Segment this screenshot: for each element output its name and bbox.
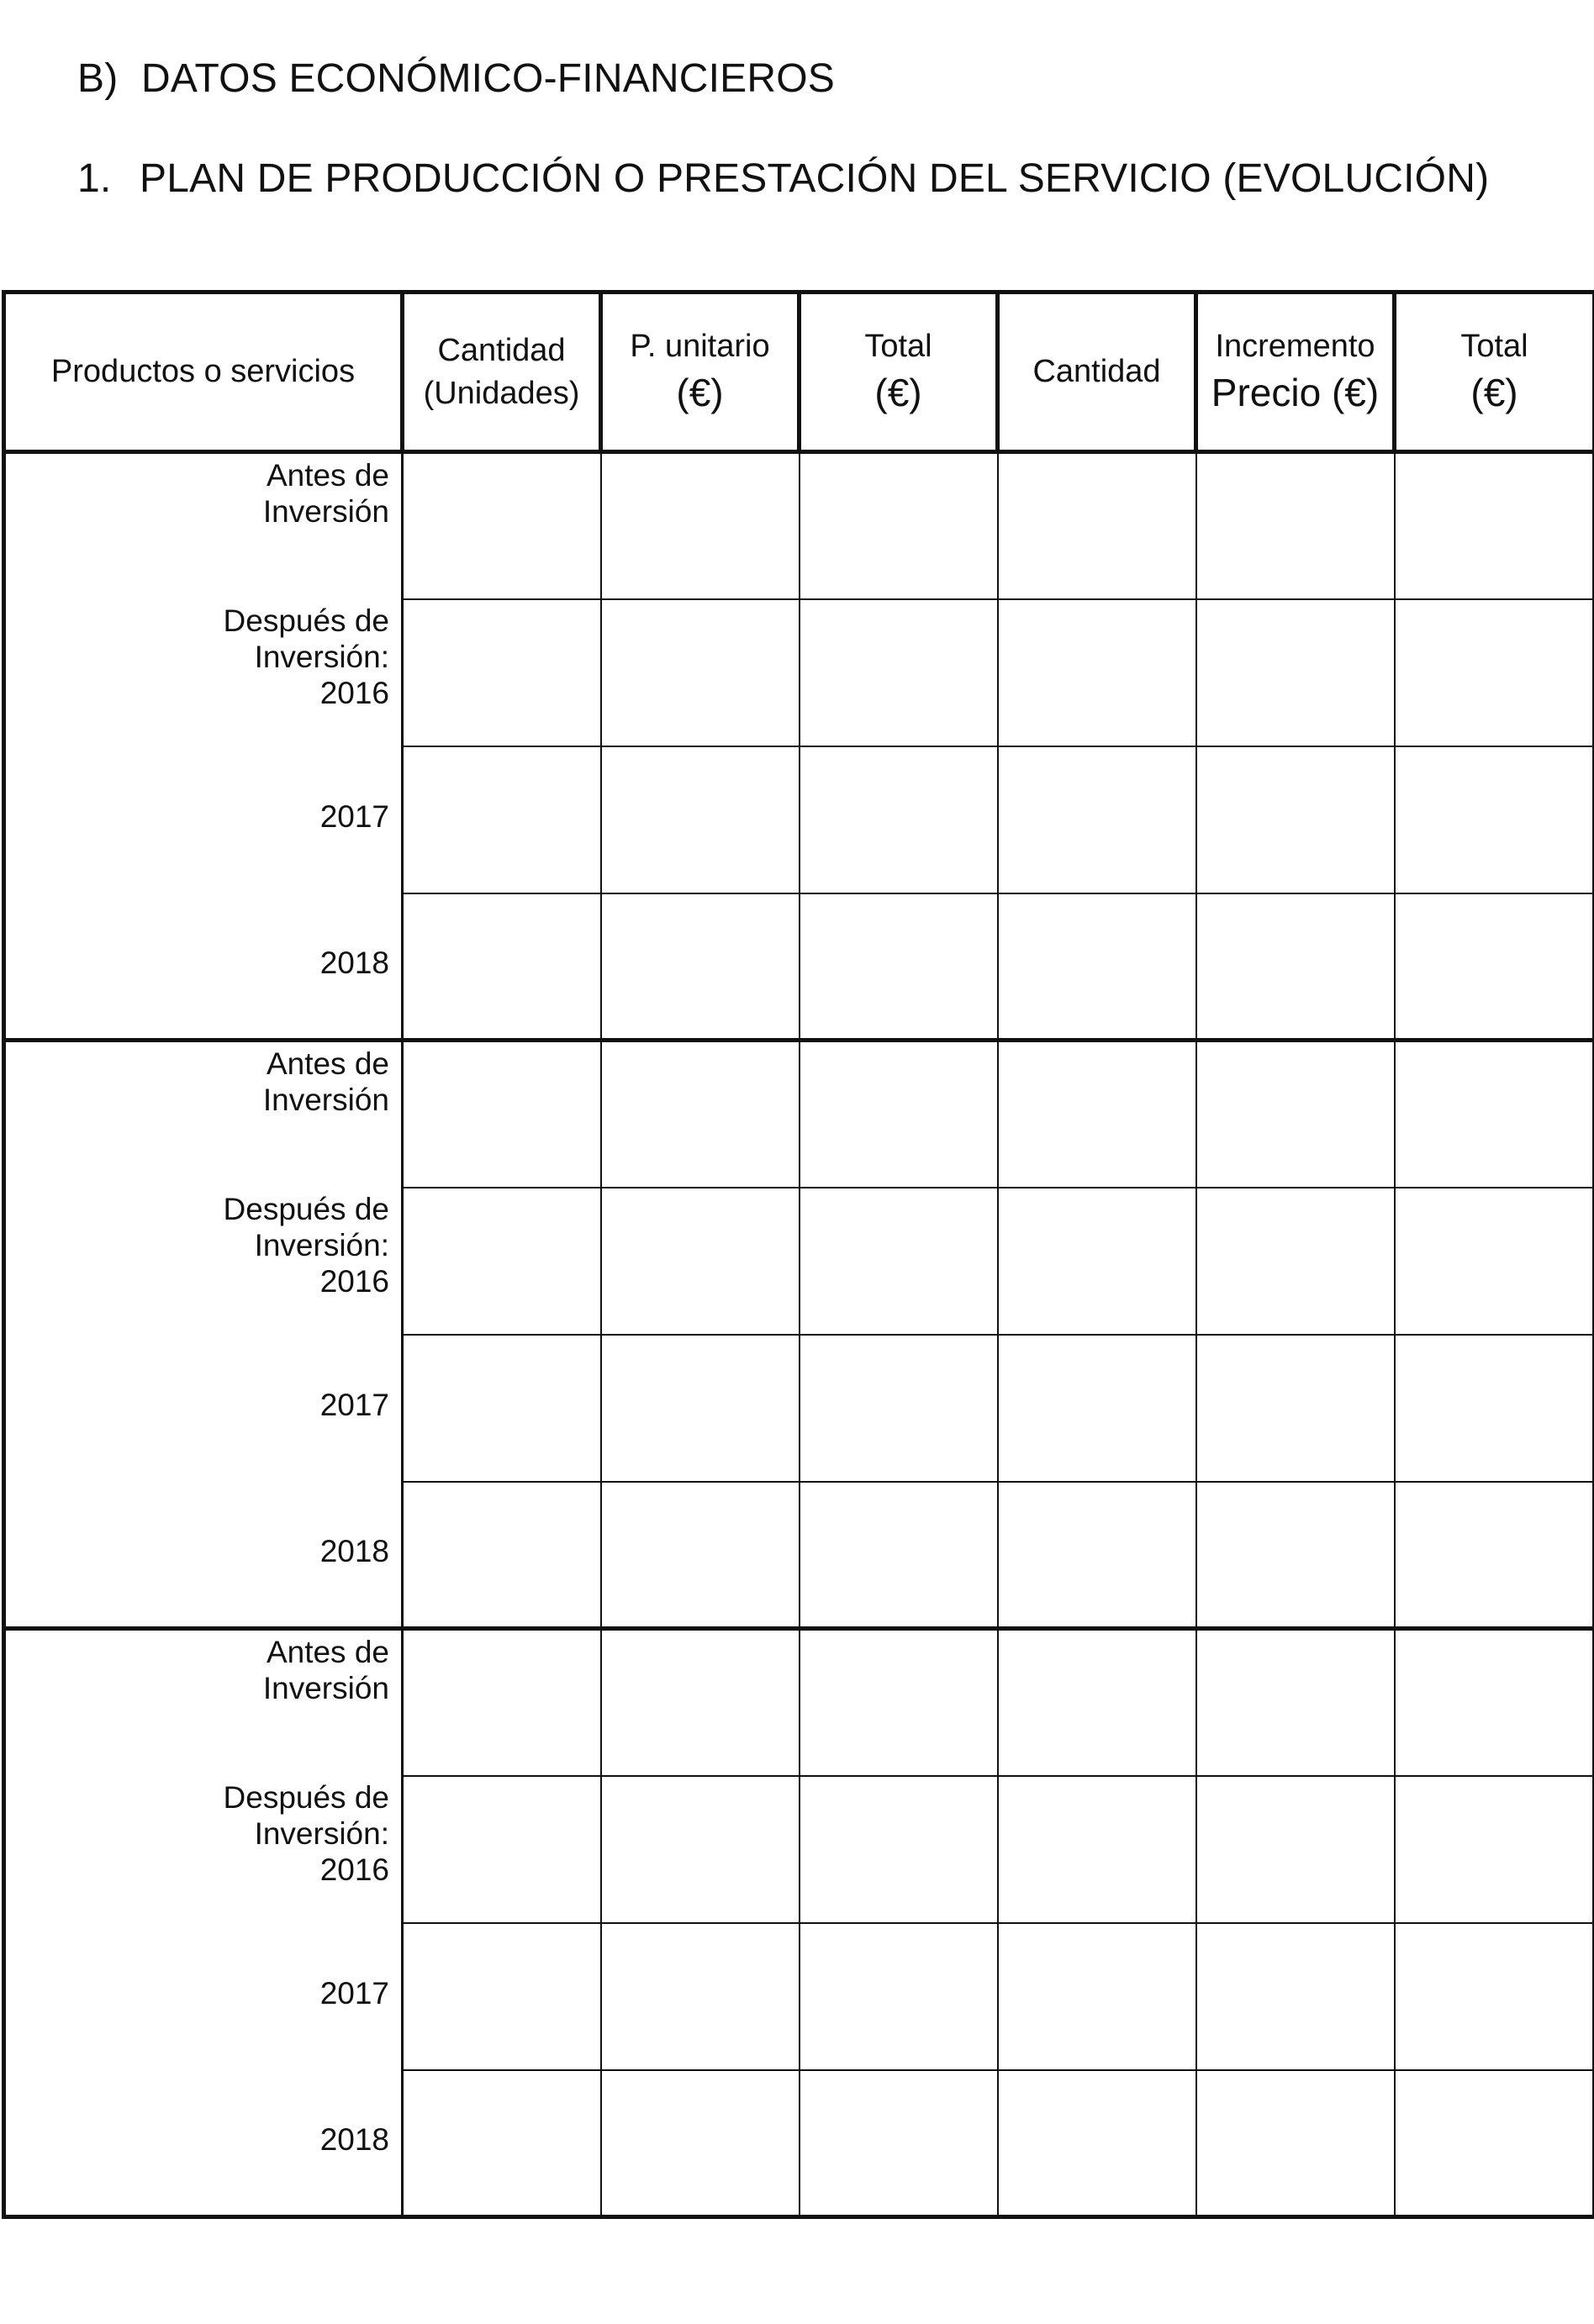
price-increase-cell[interactable] <box>1196 1335 1395 1482</box>
row-label-text: Después de <box>223 1191 389 1226</box>
row-label-text: Inversión: <box>254 1227 389 1262</box>
row-label-text: Inversión <box>262 1083 389 1118</box>
total-1-cell[interactable] <box>800 1335 998 1482</box>
total-1-cell[interactable] <box>800 1776 998 1923</box>
total-2-cell[interactable] <box>1395 1188 1594 1335</box>
total-1-cell[interactable] <box>800 893 998 1041</box>
total-1-cell[interactable] <box>800 746 998 893</box>
quantity-2-cell[interactable] <box>998 1776 1196 1923</box>
row-label-antes <box>4 1041 403 1188</box>
quantity-cell[interactable] <box>403 1629 601 1776</box>
production-plan-table <box>2 290 1594 2219</box>
quantity-2-cell[interactable] <box>998 1629 1196 1776</box>
unit-price-cell[interactable] <box>601 893 800 1041</box>
price-increase-cell[interactable] <box>1196 1041 1395 1188</box>
price-increase-cell[interactable] <box>1196 1482 1395 1629</box>
section-number: B) <box>77 56 119 101</box>
header-row <box>4 292 1594 452</box>
total-1-cell[interactable] <box>800 599 998 746</box>
row-label-text: Inversión: <box>254 1815 389 1851</box>
quantity-cell[interactable] <box>403 1188 601 1335</box>
subsection-number: 1. <box>77 156 112 201</box>
total-2-cell[interactable] <box>1395 1482 1594 1629</box>
row-label-text: 2018 <box>319 2122 389 2158</box>
total-1-cell[interactable] <box>800 1482 998 1629</box>
unit-price-cell[interactable] <box>601 1629 800 1776</box>
quantity-2-cell[interactable] <box>998 893 1196 1041</box>
unit-price-cell[interactable] <box>601 746 800 893</box>
table-row <box>4 746 1594 893</box>
quantity-2-cell[interactable] <box>998 746 1196 893</box>
table-row <box>4 1188 1594 1335</box>
quantity-2-cell[interactable] <box>998 1335 1196 1482</box>
row-label-text: Inversión <box>262 1671 389 1706</box>
table-row <box>4 2070 1594 2217</box>
unit-price-cell[interactable] <box>601 1776 800 1923</box>
total-2-cell[interactable] <box>1395 1923 1594 2070</box>
header-products: Productos o servicios <box>4 292 403 452</box>
total-1-cell[interactable] <box>800 2070 998 2217</box>
quantity-2-cell[interactable] <box>998 452 1196 599</box>
table-row <box>4 1629 1594 1776</box>
price-increase-cell[interactable] <box>1196 1629 1395 1776</box>
quantity-2-cell[interactable] <box>998 1188 1196 1335</box>
unit-price-cell[interactable] <box>601 1041 800 1188</box>
row-label-antes <box>4 452 403 599</box>
table-row <box>4 893 1594 1041</box>
header-quantity-2: Cantidad <box>998 292 1196 452</box>
row-label-2018 <box>4 1482 403 1629</box>
price-increase-cell[interactable] <box>1196 599 1395 746</box>
quantity-cell[interactable] <box>403 1041 601 1188</box>
row-label-text: Inversión: <box>254 639 389 674</box>
row-label-text: Antes de <box>266 1635 389 1669</box>
total-2-cell[interactable] <box>1395 1335 1594 1482</box>
total-1-cell[interactable] <box>800 452 998 599</box>
table-row <box>4 1923 1594 2070</box>
total-1-cell[interactable] <box>800 1188 998 1335</box>
unit-price-cell[interactable] <box>601 452 800 599</box>
row-label-text: Antes de <box>266 458 389 493</box>
table-row <box>4 1041 1594 1188</box>
row-label-text: 2017 <box>319 799 389 835</box>
section-title-text: DATOS ECONÓMICO-FINANCIEROS <box>141 56 836 101</box>
unit-price-cell[interactable] <box>601 1188 800 1335</box>
table-row <box>4 1776 1594 1923</box>
quantity-cell[interactable] <box>403 893 601 1041</box>
price-increase-cell[interactable] <box>1196 893 1395 1041</box>
quantity-cell[interactable] <box>403 2070 601 2217</box>
row-label-text: 2017 <box>319 1388 389 1423</box>
header-total-2: Total (€) <box>1395 292 1594 452</box>
total-2-cell[interactable] <box>1395 1629 1594 1776</box>
total-1-cell[interactable] <box>800 1629 998 1776</box>
header-quantity-units: Cantidad (Unidades) <box>403 292 601 452</box>
unit-price-cell[interactable] <box>601 1482 800 1629</box>
total-2-cell[interactable] <box>1395 1041 1594 1188</box>
row-label-text: 2017 <box>319 1976 389 2011</box>
row-label-despues <box>4 1776 403 1923</box>
quantity-cell[interactable] <box>403 599 601 746</box>
quantity-2-cell[interactable] <box>998 1482 1196 1629</box>
total-2-cell[interactable] <box>1395 893 1594 1041</box>
header-unit-price: P. unitario (€) <box>601 292 800 452</box>
price-increase-cell[interactable] <box>1196 1188 1395 1335</box>
row-label-text: 2018 <box>319 1534 389 1569</box>
table-row <box>4 1482 1594 1629</box>
total-1-cell[interactable] <box>800 1041 998 1188</box>
row-label-2017 <box>4 746 403 893</box>
quantity-2-cell[interactable] <box>998 2070 1196 2217</box>
row-label-2017 <box>4 1923 403 2070</box>
price-increase-cell[interactable] <box>1196 1923 1395 2070</box>
row-label-text: 2018 <box>319 946 389 981</box>
total-2-cell[interactable] <box>1395 1776 1594 1923</box>
row-label-text: Después de <box>223 1779 389 1815</box>
row-label-text: Después de <box>223 603 389 638</box>
subsection-title <box>77 155 1489 202</box>
price-increase-cell[interactable] <box>1196 2070 1395 2217</box>
price-increase-cell[interactable] <box>1196 452 1395 599</box>
total-2-cell[interactable] <box>1395 599 1594 746</box>
quantity-2-cell[interactable] <box>998 1923 1196 2070</box>
quantity-cell[interactable] <box>403 452 601 599</box>
row-label-2018 <box>4 2070 403 2217</box>
total-2-cell[interactable] <box>1395 2070 1594 2217</box>
row-label-antes <box>4 1629 403 1776</box>
row-label-2018 <box>4 893 403 1041</box>
header-price-increase: Incremento Precio (€) <box>1196 292 1395 452</box>
total-1-cell[interactable] <box>800 1923 998 2070</box>
section-title <box>77 55 835 102</box>
quantity-cell[interactable] <box>403 1776 601 1923</box>
header-total-1: Total (€) <box>800 292 998 452</box>
quantity-cell[interactable] <box>403 1335 601 1482</box>
quantity-cell[interactable] <box>403 746 601 893</box>
unit-price-cell[interactable] <box>601 1923 800 2070</box>
subsection-title-text: PLAN DE PRODUCCIÓN O PRESTACIÓN DEL SERVICIO (EVOLUCIÓN) <box>140 156 1490 201</box>
unit-price-cell[interactable] <box>601 1335 800 1482</box>
table-row <box>4 1335 1594 1482</box>
total-2-cell[interactable] <box>1395 746 1594 893</box>
row-label-text: 2016 <box>319 676 389 711</box>
row-label-despues <box>4 1188 403 1335</box>
row-label-text: 2016 <box>319 1852 389 1888</box>
quantity-2-cell[interactable] <box>998 1041 1196 1188</box>
row-label-text: 2016 <box>319 1264 389 1299</box>
row-label-despues <box>4 599 403 746</box>
table-row <box>4 599 1594 746</box>
quantity-cell[interactable] <box>403 1482 601 1629</box>
row-label-text: Inversión <box>262 494 389 530</box>
row-label-text: Antes de <box>266 1046 389 1081</box>
quantity-cell[interactable] <box>403 1923 601 2070</box>
row-label-2017 <box>4 1335 403 1482</box>
unit-price-cell[interactable] <box>601 599 800 746</box>
table-row <box>4 452 1594 599</box>
quantity-2-cell[interactable] <box>998 599 1196 746</box>
unit-price-cell[interactable] <box>601 2070 800 2217</box>
price-increase-cell[interactable] <box>1196 1776 1395 1923</box>
price-increase-cell[interactable] <box>1196 746 1395 893</box>
total-2-cell[interactable] <box>1395 452 1594 599</box>
